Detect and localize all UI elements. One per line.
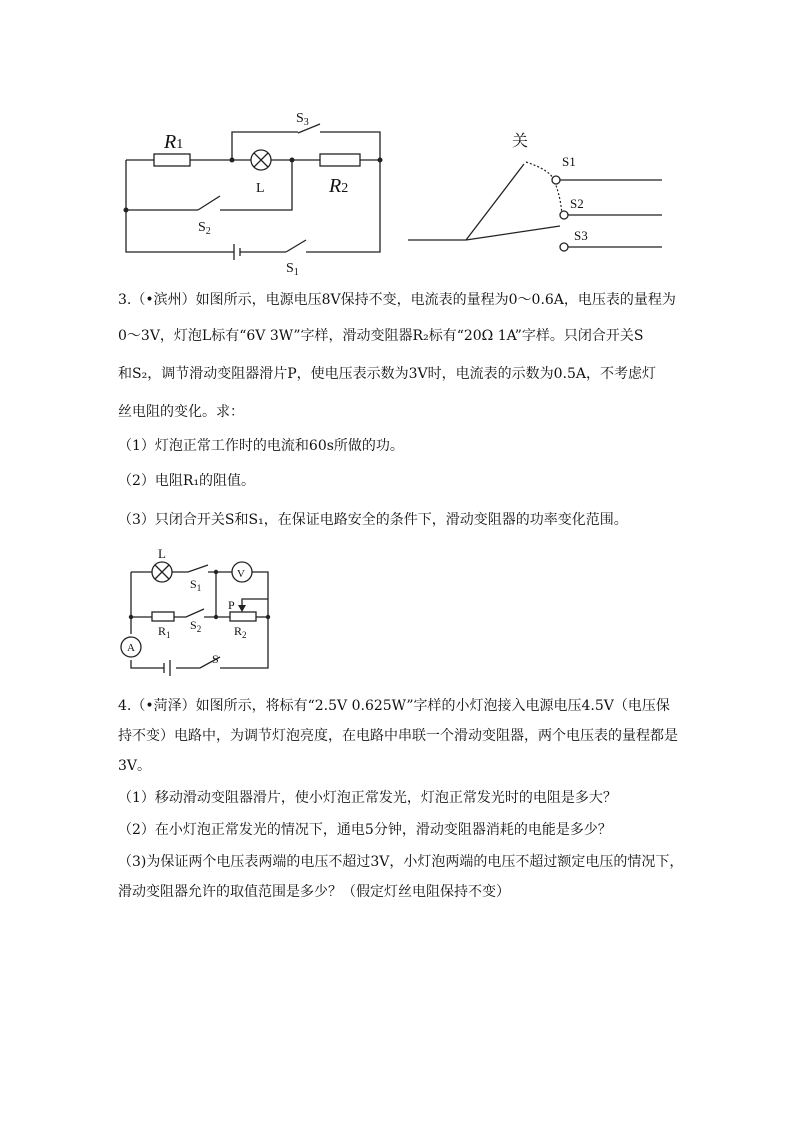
label-v: V: [237, 568, 245, 580]
label-r2: $R_2$: [234, 624, 247, 640]
resistor-r2: [230, 612, 256, 621]
resistor-r2: [320, 154, 360, 166]
problem3-question-3: （3）只闭合开关S和S₁，在保证电路安全的条件下，滑动变阻器的功率变化范围。: [118, 512, 628, 528]
label-a: A: [127, 642, 135, 654]
label-l: L: [256, 181, 265, 196]
problem3-line1: 3.（•滨州）如图所示，电源电压8V保持不变，电流表的量程为0～0.6A，电压表的量程为: [118, 292, 676, 308]
label-s2: $S_2$: [190, 618, 202, 634]
label-s1: $S_1$: [190, 577, 202, 593]
problem4-question-2: （2）在小灯泡正常发光的情况下，通电5分钟，滑动变阻器消耗的电能是多少？: [118, 822, 612, 838]
resistor-r1: [152, 612, 174, 621]
problem3-line3: 和S₂，调节滑动变阻器滑片P，使电压表示数为3V时，电流表的示数为0.5A，不考虑灯: [118, 366, 657, 382]
label-p: P: [228, 598, 235, 612]
problem4-question-3: （3)为保证两个电压表两端的电压不超过3V，小灯泡两端的电压不超过额定电压的情况下，: [118, 854, 684, 870]
label-s1: S1: [562, 154, 576, 169]
label-s2: $S_2$: [198, 220, 211, 237]
problem3-question-1: （1）灯泡正常工作时的电流和60s所做的功。: [118, 438, 404, 454]
circuit-diagram-1: [110, 100, 400, 280]
label-r1: R1: [164, 131, 184, 153]
problem4-line2: 持不变）电路中，为调节灯泡亮度，在电路中串联一个滑动变阻器，两个电压表的量程都是: [118, 728, 678, 744]
label-s1: $S_1$: [286, 261, 299, 278]
rotary-switch-diagram: [400, 120, 680, 260]
label-r1: $R_1$: [158, 624, 171, 640]
problem4-question-1: （1）移动滑动变阻器滑片，使小灯泡正常发光，灯泡正常发光时的电阻是多大？: [118, 790, 617, 806]
problem3-question-2: （2）电阻R₁的阻值。: [118, 473, 256, 489]
problem3-line2: 0～3V，灯泡L标有“6V 3W”字样，滑动变阻器R₂标有“20Ω 1A”字样。只闭合开关S: [118, 328, 644, 344]
label-l: L: [158, 546, 166, 561]
label-s: S: [212, 652, 219, 666]
resistor-r1: [154, 154, 190, 166]
label-s3: S3: [574, 228, 588, 243]
problem3-line4: 丝电阻的变化。求：: [118, 404, 244, 420]
label-guan: 关: [512, 133, 529, 150]
problem4-question-3-cont: 滑动变阻器允许的取值范围是多少？（假定灯丝电阻保持不变）: [118, 884, 510, 900]
problem4-line3: 3V。: [118, 758, 152, 774]
problem4-line1: 4.（•菏泽）如图所示，将标有“2.5V 0.625W”字样的小灯泡接入电源电压4.5V（电压保: [118, 698, 670, 714]
circuit-diagram-3: [116, 545, 286, 680]
label-s2: S2: [570, 196, 584, 211]
label-r2: R2: [329, 175, 349, 197]
label-s3: $S_3$: [296, 111, 309, 128]
